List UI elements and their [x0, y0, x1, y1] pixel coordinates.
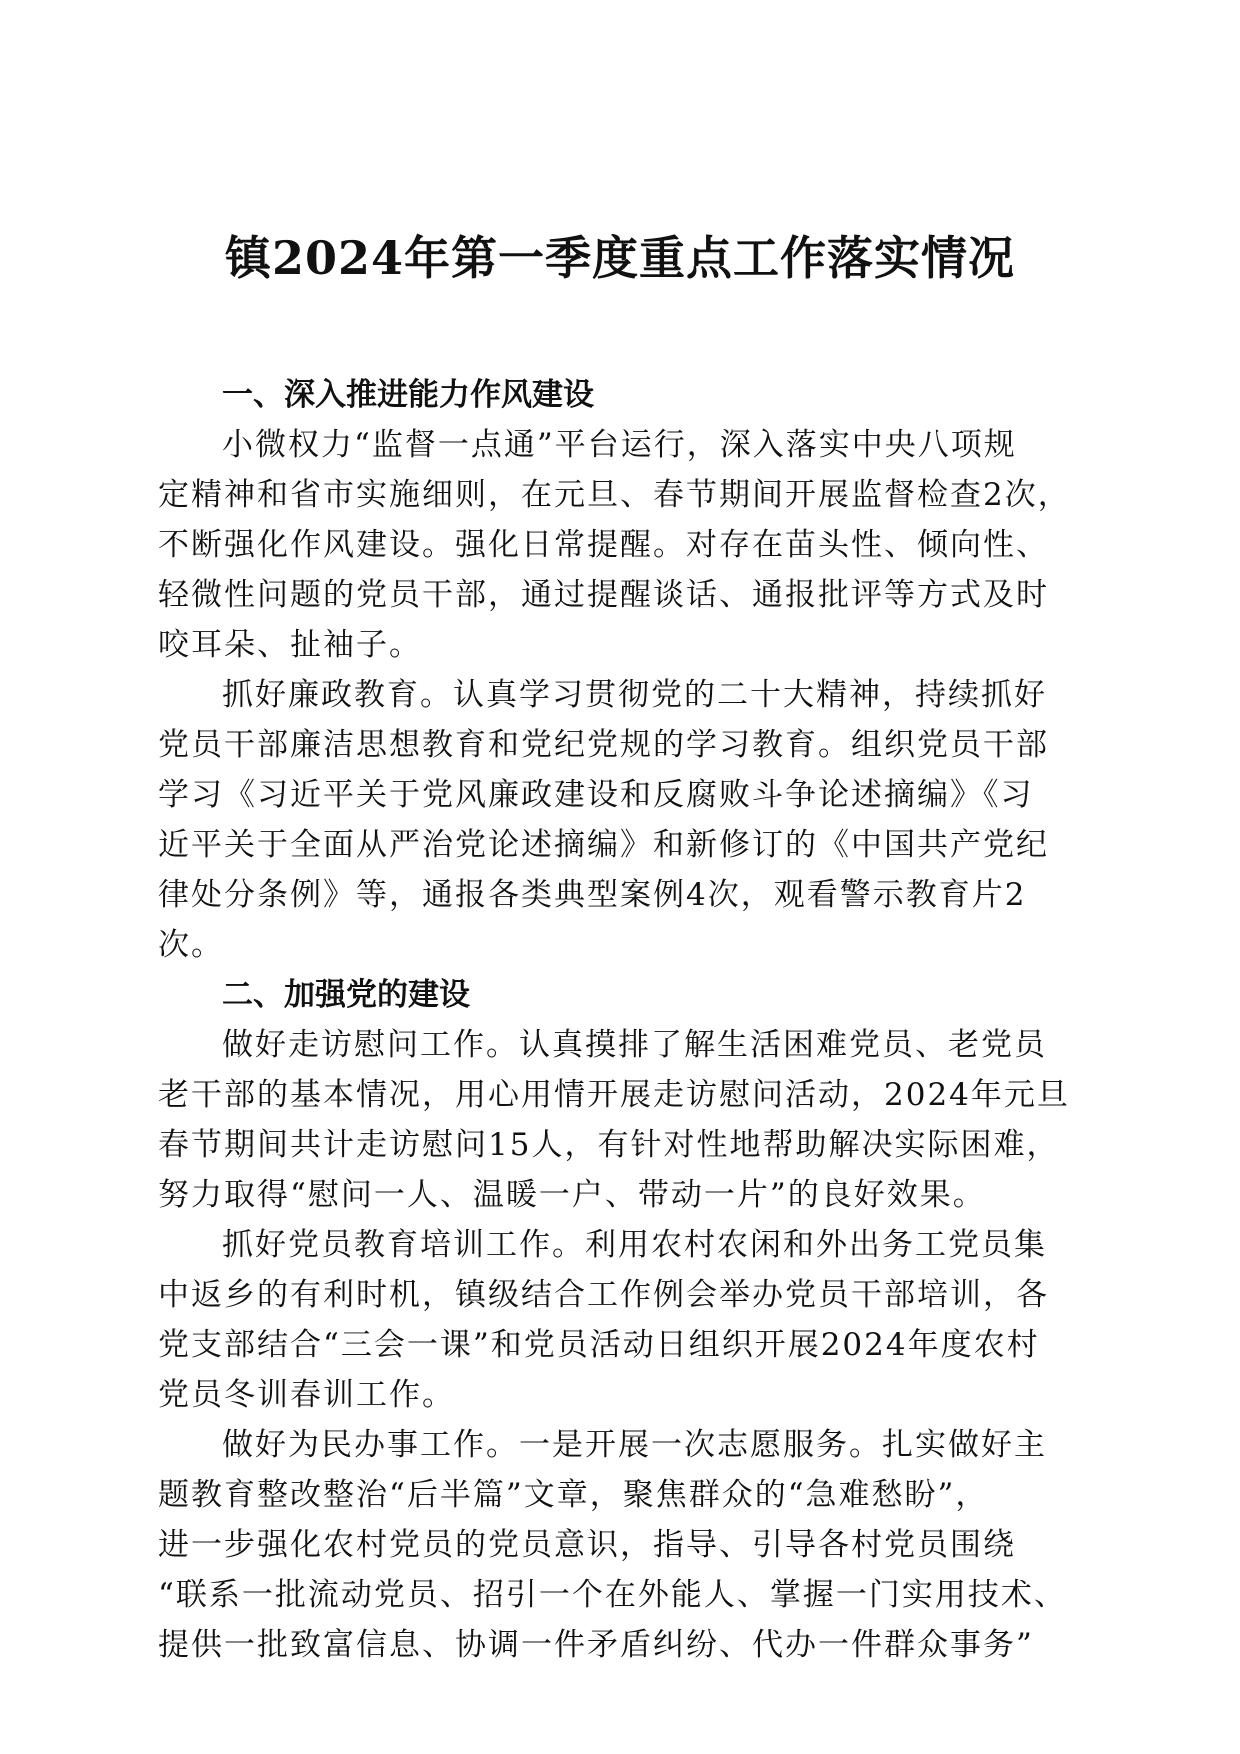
text-line: 中返乡的有利时机，镇级结合工作例会举办党员干部培训，各	[158, 1277, 1049, 1313]
text-line: 不断强化作风建设。强化日常提醒。对存在苗头性、倾向性、	[158, 527, 1049, 563]
section-heading-2: 二、加强党的建设	[222, 977, 470, 1013]
text-line: 次。	[158, 927, 224, 963]
section-heading-1: 一、深入推进能力作风建设	[222, 377, 594, 413]
text-line: 学习《习近平关于党风廉政建设和反腐败斗争论述摘编》《习	[158, 777, 1034, 813]
text-line: 定精神和省市实施细则，在元旦、春节期间开展监督检查2次，	[158, 477, 1071, 513]
paragraph-visits	[158, 1020, 1098, 1220]
text-line: “联系一批流动党员、招引一个在外能人、掌握一门实用技术、	[158, 1577, 1067, 1613]
text-line: 进一步强化农村党员的党员意识，指导、引导各村党员围绕	[158, 1527, 1016, 1563]
text-line: 做好为民办事工作。一是开展一次志愿服务。扎实做好主	[222, 1427, 1047, 1463]
text-line: 党员干部廉洁思想教育和党纪党规的学习教育。组织党员干部	[158, 727, 1049, 763]
paragraph-integrity-education	[158, 670, 1098, 970]
text-line: 近平关于全面从严治党论述摘编》和新修订的《中国共产党纪	[158, 827, 1049, 863]
text-line: 老干部的基本情况，用心用情开展走访慰问活动，2024年元旦	[158, 1077, 1070, 1113]
paragraph-training	[158, 1220, 1098, 1420]
text-line: 抓好廉政教育。认真学习贯彻党的二十大精神，持续抓好	[222, 677, 1047, 713]
text-line: 抓好党员教育培训工作。利用农村农闲和外出务工党员集	[222, 1227, 1047, 1263]
paragraph-supervision	[158, 420, 1098, 670]
text-line: 努力取得“慰问一人、温暖一户、带动一片”的良好效果。	[158, 1177, 986, 1213]
text-line: 提供一批致富信息、协调一件矛盾纠纷、代办一件群众事务”	[158, 1627, 1034, 1663]
text-line: 做好走访慰问工作。认真摸排了解生活困难党员、老党员	[222, 1027, 1047, 1063]
text-line: 轻微性问题的党员干部，通过提醒谈话、通报批评等方式及时	[158, 577, 1049, 613]
document-body	[158, 370, 1098, 1670]
text-line: 党支部结合“三会一课”和党员活动日组织开展2024年度农村	[158, 1327, 1040, 1363]
text-line: 小微权力“监督一点通”平台运行，深入落实中央八项规	[222, 427, 1017, 463]
text-line: 律处分条例》等，通报各类典型案例4次，观看警示教育片2	[158, 877, 1027, 913]
paragraph-public-service	[158, 1420, 1098, 1670]
text-line: 党员冬训春训工作。	[158, 1377, 455, 1413]
text-line: 题教育整改整治“后半篇”文章，聚焦群众的“急难愁盼”，	[158, 1477, 989, 1513]
text-line: 春节期间共计走访慰问15人，有针对性地帮助解决实际困难，	[158, 1127, 1060, 1163]
text-line: 咬耳朵、扯袖子。	[158, 627, 422, 663]
document-title: 镇2024年第一季度重点工作落实情况	[224, 231, 1016, 285]
